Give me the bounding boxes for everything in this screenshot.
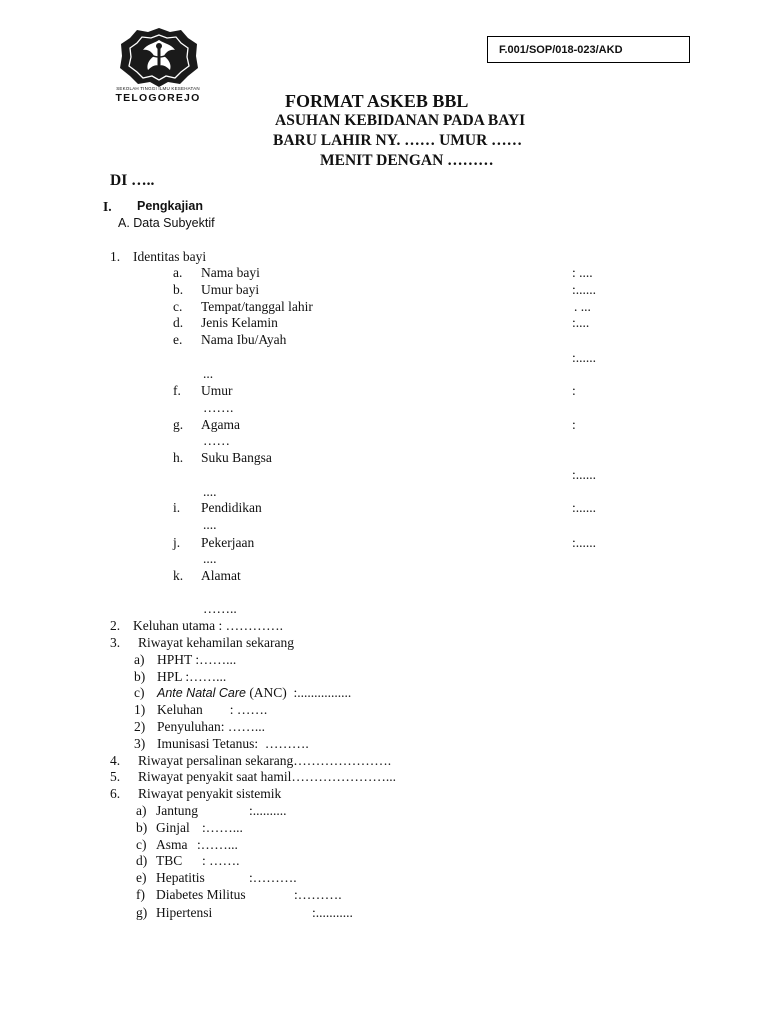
logo-subtitle: SEKOLAH TINGGI ILMU KESEHATAN <box>116 86 200 91</box>
list-marker: d) <box>136 853 148 868</box>
riwayat-persalinan-field: Riwayat persalinan sekarang…………………. <box>138 753 392 768</box>
field-value: :...... <box>572 350 597 365</box>
hepatitis-value: :………. <box>249 870 297 885</box>
field-label-suku-bangsa: Suku Bangsa <box>201 450 272 465</box>
item-number: 1. <box>110 249 121 264</box>
ginjal-label: Ginjal <box>156 820 190 835</box>
field-value-continuation: .... <box>203 484 217 499</box>
document-subtitle-line1: ASUHAN KEBIDANAN PADA BAYI <box>275 112 526 129</box>
field-value: : .... <box>572 265 593 280</box>
list-marker: a) <box>136 803 147 818</box>
field-value: :.... <box>572 315 590 330</box>
list-letter: b. <box>173 282 184 297</box>
list-letter: k. <box>173 568 184 583</box>
item-number: 5. <box>110 769 121 784</box>
list-letter: e. <box>173 332 183 347</box>
item-number: 4. <box>110 753 121 768</box>
field-value: : <box>572 383 576 398</box>
field-label-umur: Umur <box>201 383 233 398</box>
field-value-continuation: …… <box>203 433 230 448</box>
field-value: :...... <box>572 282 597 297</box>
hpl-field: HPL :……... <box>157 669 227 684</box>
list-marker: b) <box>136 820 148 835</box>
field-value: : <box>572 417 576 432</box>
diabetes-label: Diabetes Militus <box>156 887 246 902</box>
list-letter: c. <box>173 299 183 314</box>
field-label-alamat: Alamat <box>201 568 241 583</box>
field-value-continuation: ... <box>203 366 214 381</box>
field-value: :...... <box>572 535 597 550</box>
document-subtitle-line2: BARU LAHIR NY. …… UMUR …… <box>273 132 523 149</box>
field-label-nama-bayi: Nama bayi <box>201 265 260 280</box>
form-code: F.001/SOP/018-023/AKD <box>499 44 623 56</box>
list-marker: c) <box>134 685 145 700</box>
field-label-jenis-kelamin: Jenis Kelamin <box>201 315 278 330</box>
field-value-continuation: .... <box>203 551 217 566</box>
field-label-pekerjaan: Pekerjaan <box>201 535 255 550</box>
anc-label-italic: Ante Natal Care <box>157 686 246 700</box>
list-letter: d. <box>173 315 184 330</box>
institution-emblem-icon <box>118 26 200 88</box>
list-letter: i. <box>173 500 181 515</box>
list-letter: g. <box>173 417 184 432</box>
hipertensi-label: Hipertensi <box>156 905 213 920</box>
field-value-continuation: .... <box>203 517 217 532</box>
form-code-box <box>487 36 690 63</box>
list-marker: g) <box>136 905 148 920</box>
sistemik-label: Riwayat penyakit sistemik <box>138 786 282 801</box>
document-subtitle-line3: MENIT DENGAN ……… <box>320 152 494 169</box>
diabetes-value: :………. <box>294 887 342 902</box>
item-number: 3. <box>110 635 121 650</box>
field-value: :...... <box>572 500 597 515</box>
riwayat-penyakit-hamil-field: Riwayat penyakit saat hamil…………………... <box>138 769 396 784</box>
list-marker: 2) <box>134 719 146 734</box>
imunisasi-field: Imunisasi Tetanus: ………. <box>157 736 309 751</box>
logo-text <box>106 86 210 104</box>
list-marker: a) <box>134 652 145 667</box>
keluhan-utama-field: Keluhan utama : …………. <box>133 618 283 633</box>
field-value: :...... <box>572 467 597 482</box>
subsection-title: A. Data Subyektif <box>118 216 215 230</box>
jantung-value: :.......... <box>249 803 287 818</box>
tbc-value: : ……. <box>202 853 240 868</box>
tbc-label: TBC <box>156 853 183 868</box>
list-marker: 3) <box>134 736 146 751</box>
section-title: Pengkajian <box>137 199 203 213</box>
field-value-continuation: ……. <box>203 400 234 415</box>
list-letter: h. <box>173 450 184 465</box>
keluhan-field: Keluhan : ……. <box>157 702 268 717</box>
list-marker: f) <box>136 887 145 902</box>
ginjal-value: :……... <box>202 820 243 835</box>
document-title: FORMAT ASKEB BBL <box>285 91 469 111</box>
section-numeral: I. <box>103 199 112 214</box>
document-subtitle-line4: DI ….. <box>110 172 155 189</box>
penyuluhan-field: Penyuluhan: ……... <box>157 719 265 734</box>
list-marker: e) <box>136 870 147 885</box>
field-value-continuation: …….. <box>203 601 237 616</box>
jantung-label: Jantung <box>156 803 198 818</box>
hepatitis-label: Hepatitis <box>156 870 205 885</box>
list-letter: a. <box>173 265 183 280</box>
field-label-tempat-tanggal-lahir: Tempat/tanggal lahir <box>201 299 313 314</box>
list-marker: b) <box>134 669 146 684</box>
identitas-label: Identitas bayi <box>133 249 207 264</box>
item-number: 2. <box>110 618 121 633</box>
field-label-pendidikan: Pendidikan <box>201 500 262 515</box>
hpht-field: HPHT :……... <box>157 652 237 667</box>
field-label-nama-ibu-ayah: Nama Ibu/Ayah <box>201 332 287 347</box>
hipertensi-value: :........... <box>312 905 353 920</box>
item-number: 6. <box>110 786 121 801</box>
asma-label: Asma <box>156 837 188 852</box>
list-marker: c) <box>136 837 147 852</box>
anc-field <box>157 686 351 700</box>
field-label-agama: Agama <box>201 417 240 432</box>
list-marker: 1) <box>134 702 146 717</box>
logo-name: TELOGOREJO <box>115 92 201 104</box>
field-value: . ... <box>574 299 591 314</box>
list-letter: j. <box>173 535 181 550</box>
kehamilan-label: Riwayat kehamilan sekarang <box>138 635 294 650</box>
list-letter: f. <box>173 383 181 398</box>
anc-value: (ANC) :................ <box>245 685 352 700</box>
field-label-umur-bayi: Umur bayi <box>201 282 260 297</box>
asma-value: :……... <box>197 837 238 852</box>
